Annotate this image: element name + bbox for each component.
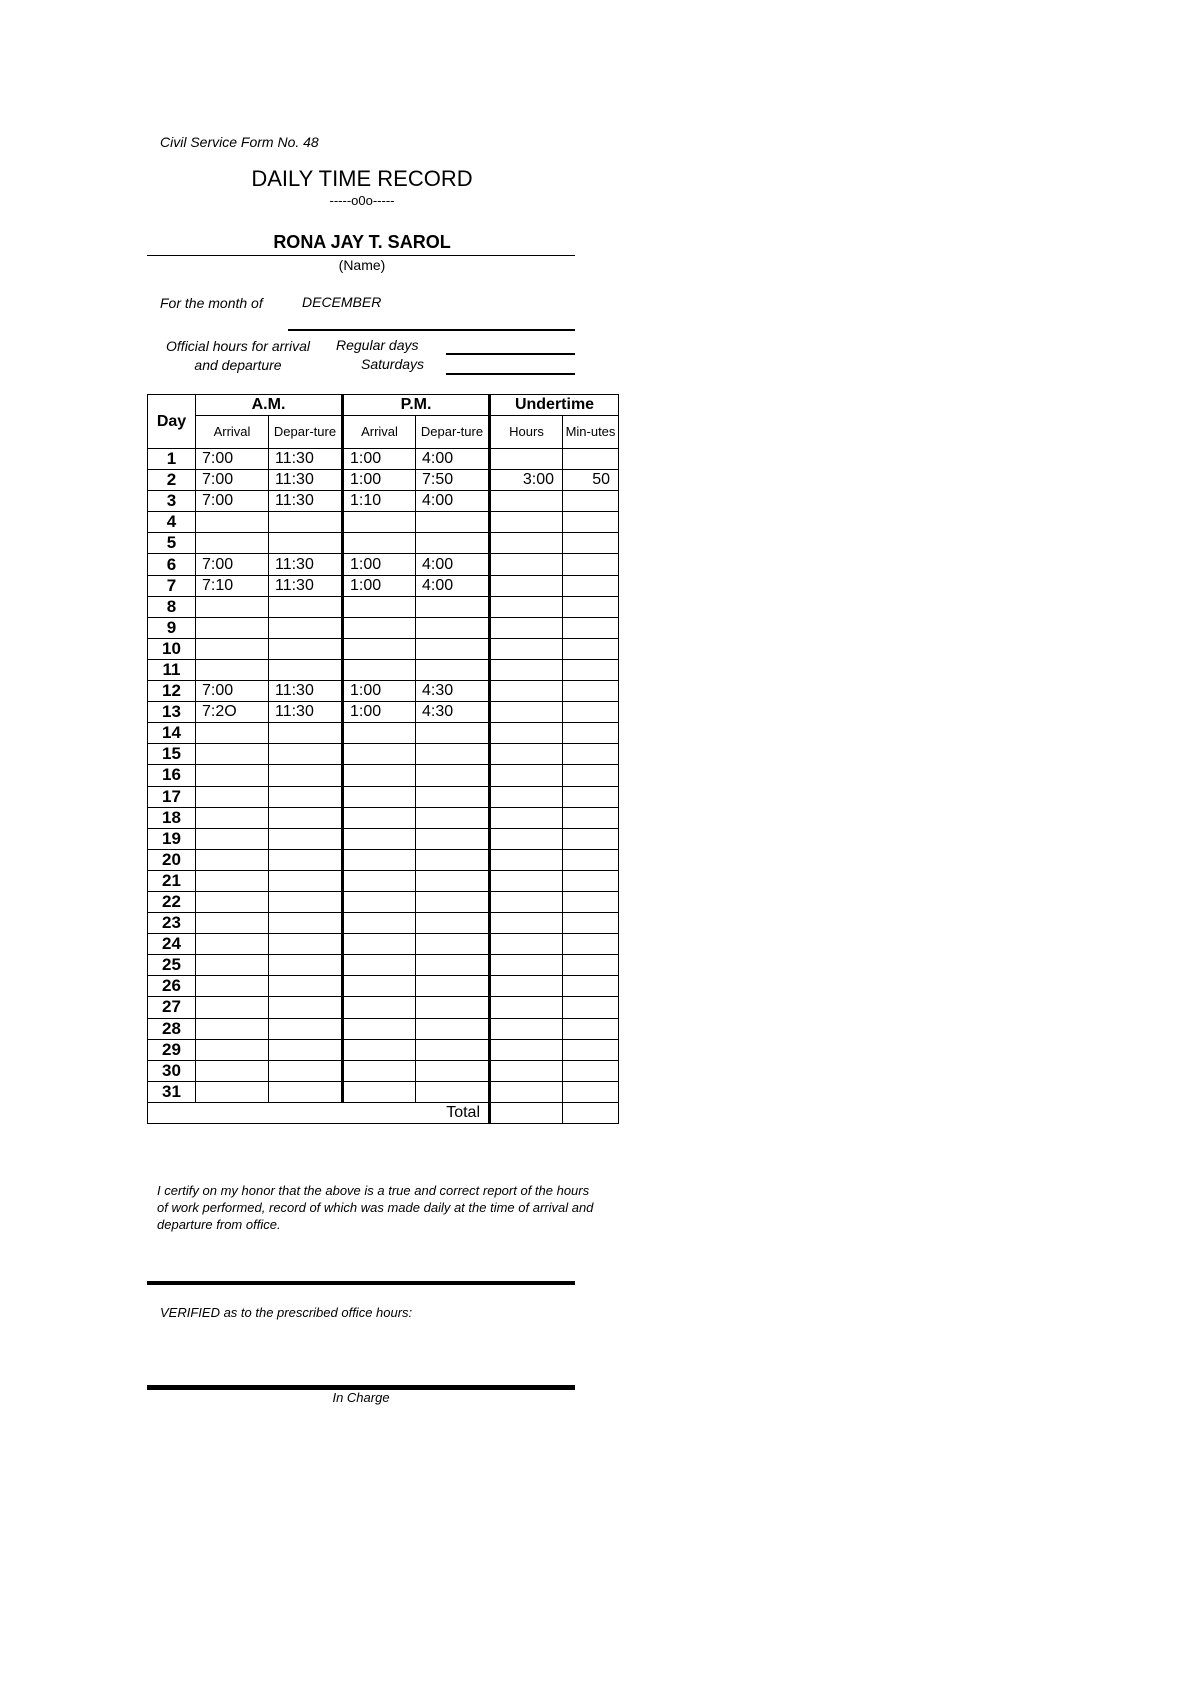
cell-pm-arrival (343, 659, 416, 680)
cell-day: 10 (148, 638, 196, 659)
cell-pm-arrival: 1:00 (343, 681, 416, 702)
cell-ut-minutes (563, 828, 619, 849)
table-row (148, 955, 619, 976)
cell-am-arrival: 7:00 (196, 681, 269, 702)
cell-ut-minutes (563, 575, 619, 596)
cell-am-departure (269, 913, 343, 934)
cell-pm-departure: 4:00 (416, 491, 490, 512)
cell-am-departure (269, 997, 343, 1018)
cell-ut-minutes (563, 596, 619, 617)
cell-day: 21 (148, 870, 196, 891)
cell-am-departure (269, 638, 343, 659)
cell-ut-minutes (563, 1039, 619, 1060)
cell-am-departure (269, 1018, 343, 1039)
cell-pm-departure (416, 849, 490, 870)
month-value: DECEMBER (302, 294, 382, 310)
cell-day: 12 (148, 681, 196, 702)
cell-am-arrival (196, 997, 269, 1018)
cell-ut-hours (490, 1018, 563, 1039)
month-label: For the month of (160, 295, 263, 311)
cell-day: 15 (148, 744, 196, 765)
am-departure-header: Depar-ture (269, 416, 343, 449)
cell-am-arrival: 7:00 (196, 491, 269, 512)
cell-am-arrival (196, 786, 269, 807)
cell-am-arrival (196, 723, 269, 744)
cell-pm-arrival (343, 1060, 416, 1081)
cell-ut-hours (490, 617, 563, 638)
employee-signature-line (147, 1281, 575, 1285)
cell-pm-arrival: 1:00 (343, 470, 416, 491)
cell-pm-departure (416, 1060, 490, 1081)
in-charge-label: In Charge (332, 1390, 390, 1405)
cell-ut-hours (490, 596, 563, 617)
cell-pm-arrival (343, 596, 416, 617)
cell-ut-minutes (563, 891, 619, 912)
cell-am-departure (269, 870, 343, 891)
total-label: Total (148, 1102, 490, 1123)
cell-am-departure: 11:30 (269, 491, 343, 512)
cell-ut-minutes: 50 (563, 470, 619, 491)
cell-am-arrival (196, 1039, 269, 1060)
cell-pm-arrival (343, 512, 416, 533)
table-row (148, 744, 619, 765)
cell-am-departure (269, 1060, 343, 1081)
cell-day: 9 (148, 617, 196, 638)
cell-pm-arrival (343, 934, 416, 955)
cell-pm-departure (416, 617, 490, 638)
cell-am-arrival (196, 638, 269, 659)
month-underline (288, 329, 575, 331)
cell-day: 27 (148, 997, 196, 1018)
cell-ut-hours (490, 659, 563, 680)
table-row (148, 849, 619, 870)
pm-header: P.M. (343, 395, 490, 416)
cell-pm-departure (416, 786, 490, 807)
cell-day: 20 (148, 849, 196, 870)
cell-ut-hours (490, 807, 563, 828)
cell-ut-hours (490, 575, 563, 596)
cell-ut-minutes (563, 786, 619, 807)
cell-am-departure (269, 891, 343, 912)
regular-days-label: Regular days (336, 337, 419, 353)
cell-ut-hours (490, 849, 563, 870)
cell-ut-minutes (563, 491, 619, 512)
cell-pm-arrival: 1:00 (343, 554, 416, 575)
cell-am-arrival (196, 765, 269, 786)
cell-day: 24 (148, 934, 196, 955)
cell-ut-hours (490, 491, 563, 512)
cell-ut-hours (490, 934, 563, 955)
cell-am-arrival (196, 934, 269, 955)
table-row (148, 870, 619, 891)
employee-name: RONA JAY T. SAROL (273, 232, 451, 252)
cell-pm-arrival (343, 849, 416, 870)
regular-days-field (446, 353, 575, 355)
cell-ut-hours (490, 1081, 563, 1102)
cell-am-arrival: 7:10 (196, 575, 269, 596)
table-row (148, 1081, 619, 1102)
cell-day: 4 (148, 512, 196, 533)
cell-ut-hours (490, 554, 563, 575)
undertime-header: Undertime (490, 395, 619, 416)
cell-ut-hours (490, 702, 563, 723)
table-row (148, 807, 619, 828)
cell-pm-arrival (343, 1018, 416, 1039)
cell-pm-departure (416, 765, 490, 786)
cell-day: 13 (148, 702, 196, 723)
cell-pm-departure (416, 976, 490, 997)
cell-am-departure (269, 765, 343, 786)
cell-ut-hours (490, 533, 563, 554)
cell-am-departure (269, 976, 343, 997)
cell-day: 23 (148, 913, 196, 934)
cell-ut-minutes (563, 449, 619, 470)
cell-pm-departure (416, 934, 490, 955)
cell-pm-arrival (343, 1039, 416, 1060)
cell-day: 26 (148, 976, 196, 997)
cell-pm-arrival: 1:00 (343, 449, 416, 470)
cell-ut-minutes (563, 870, 619, 891)
saturdays-field (446, 373, 575, 375)
cell-day: 7 (148, 575, 196, 596)
cell-day: 2 (148, 470, 196, 491)
cell-ut-hours (490, 786, 563, 807)
am-arrival-header: Arrival (196, 416, 269, 449)
cell-ut-minutes (563, 807, 619, 828)
cell-ut-hours: 3:00 (490, 470, 563, 491)
cell-pm-arrival: 1:00 (343, 702, 416, 723)
cell-am-arrival (196, 955, 269, 976)
cell-ut-minutes (563, 638, 619, 659)
cell-pm-arrival (343, 807, 416, 828)
cell-pm-departure (416, 638, 490, 659)
cell-ut-minutes (563, 976, 619, 997)
cell-am-departure: 11:30 (269, 575, 343, 596)
cell-am-arrival (196, 976, 269, 997)
cell-ut-minutes (563, 681, 619, 702)
cell-ut-hours (490, 723, 563, 744)
cell-ut-hours (490, 913, 563, 934)
am-header: A.M. (196, 395, 343, 416)
cell-am-arrival (196, 849, 269, 870)
cell-am-departure (269, 1081, 343, 1102)
cell-pm-departure: 4:30 (416, 681, 490, 702)
cell-am-departure (269, 596, 343, 617)
cell-pm-departure (416, 659, 490, 680)
cell-day: 5 (148, 533, 196, 554)
cell-pm-arrival (343, 913, 416, 934)
cell-pm-departure (416, 997, 490, 1018)
cell-ut-minutes (563, 849, 619, 870)
name-caption: (Name) (338, 257, 386, 273)
cell-pm-departure (416, 596, 490, 617)
cell-day: 18 (148, 807, 196, 828)
table-row (148, 976, 619, 997)
cell-pm-departure: 4:00 (416, 554, 490, 575)
table-row (148, 702, 619, 723)
table-row (148, 638, 619, 659)
table-row (148, 512, 619, 533)
cell-day: 6 (148, 554, 196, 575)
table-row (148, 997, 619, 1018)
cell-pm-arrival (343, 891, 416, 912)
table-row (148, 765, 619, 786)
cell-am-departure (269, 512, 343, 533)
cell-ut-hours (490, 976, 563, 997)
cell-am-departure (269, 533, 343, 554)
table-row (148, 596, 619, 617)
verified-label: VERIFIED as to the prescribed office hours: (160, 1305, 413, 1320)
cell-day: 22 (148, 891, 196, 912)
table-row (148, 723, 619, 744)
total-minutes (563, 1102, 619, 1123)
cell-ut-hours (490, 870, 563, 891)
cell-day: 11 (148, 659, 196, 680)
cell-pm-departure: 7:50 (416, 470, 490, 491)
cell-ut-hours (490, 449, 563, 470)
cell-am-departure (269, 786, 343, 807)
cell-ut-hours (490, 997, 563, 1018)
cell-pm-departure: 4:00 (416, 575, 490, 596)
cell-am-departure (269, 849, 343, 870)
cell-am-arrival (196, 1018, 269, 1039)
cell-am-departure (269, 828, 343, 849)
saturdays-label: Saturdays (361, 356, 425, 372)
cell-pm-arrival: 1:10 (343, 491, 416, 512)
cell-am-departure (269, 1039, 343, 1060)
cell-day: 19 (148, 828, 196, 849)
time-record-table (147, 394, 619, 1124)
cell-ut-minutes (563, 1060, 619, 1081)
cell-am-departure (269, 744, 343, 765)
cell-ut-hours (490, 828, 563, 849)
cell-pm-departure (416, 955, 490, 976)
cell-ut-minutes (563, 723, 619, 744)
table-row (148, 449, 619, 470)
cell-am-arrival (196, 617, 269, 638)
cell-am-arrival (196, 870, 269, 891)
undertime-minutes-header: Min-utes (563, 416, 619, 449)
table-row (148, 786, 619, 807)
table-row (148, 934, 619, 955)
cell-day: 30 (148, 1060, 196, 1081)
cell-pm-departure: 4:30 (416, 702, 490, 723)
table-row (148, 554, 619, 575)
cell-am-departure: 11:30 (269, 681, 343, 702)
cell-pm-departure (416, 533, 490, 554)
cell-ut-minutes (563, 997, 619, 1018)
cell-day: 29 (148, 1039, 196, 1060)
undertime-hours-header: Hours (490, 416, 563, 449)
cell-ut-minutes (563, 744, 619, 765)
cell-day: 3 (148, 491, 196, 512)
cell-day: 1 (148, 449, 196, 470)
cell-ut-minutes (563, 512, 619, 533)
table-row (148, 659, 619, 680)
page-title: DAILY TIME RECORD (251, 166, 473, 191)
cell-day: 31 (148, 1081, 196, 1102)
cell-pm-departure (416, 913, 490, 934)
table-row (148, 575, 619, 596)
cell-pm-departure (416, 828, 490, 849)
cell-ut-minutes (563, 533, 619, 554)
cell-pm-departure (416, 1018, 490, 1039)
cell-ut-minutes (563, 659, 619, 680)
table-row (148, 891, 619, 912)
cell-day: 25 (148, 955, 196, 976)
cell-pm-arrival (343, 533, 416, 554)
cell-pm-arrival (343, 828, 416, 849)
cell-ut-minutes (563, 617, 619, 638)
cell-am-arrival (196, 659, 269, 680)
cell-am-departure (269, 934, 343, 955)
cell-am-arrival (196, 1081, 269, 1102)
cell-day: 8 (148, 596, 196, 617)
cell-ut-hours (490, 955, 563, 976)
cell-pm-arrival (343, 765, 416, 786)
cell-ut-hours (490, 681, 563, 702)
cell-am-arrival (196, 596, 269, 617)
cell-ut-minutes (563, 554, 619, 575)
cell-pm-arrival (343, 617, 416, 638)
cell-am-arrival: 7:00 (196, 554, 269, 575)
cell-ut-minutes (563, 765, 619, 786)
cell-pm-arrival (343, 723, 416, 744)
cell-pm-arrival (343, 976, 416, 997)
cell-ut-hours (490, 638, 563, 659)
table-row (148, 617, 619, 638)
cell-ut-hours (490, 1039, 563, 1060)
table-row (148, 681, 619, 702)
cell-am-arrival: 7:00 (196, 470, 269, 491)
cell-am-arrival: 7:00 (196, 449, 269, 470)
cell-ut-hours (490, 891, 563, 912)
cell-pm-arrival (343, 997, 416, 1018)
cell-ut-minutes (563, 955, 619, 976)
pm-departure-header: Depar-ture (416, 416, 490, 449)
table-row (148, 470, 619, 491)
cell-pm-departure (416, 1039, 490, 1060)
cell-pm-departure (416, 891, 490, 912)
cell-pm-departure (416, 1081, 490, 1102)
table-row (148, 1039, 619, 1060)
cell-pm-arrival (343, 638, 416, 659)
cell-am-departure (269, 955, 343, 976)
cell-am-arrival (196, 744, 269, 765)
cell-am-departure (269, 617, 343, 638)
cell-day: 17 (148, 786, 196, 807)
cell-am-departure: 11:30 (269, 554, 343, 575)
table-row (148, 1018, 619, 1039)
table-row (148, 913, 619, 934)
cell-pm-departure (416, 807, 490, 828)
form-number: Civil Service Form No. 48 (160, 134, 319, 150)
cell-am-arrival (196, 1060, 269, 1081)
cell-day: 28 (148, 1018, 196, 1039)
cell-am-arrival (196, 913, 269, 934)
cell-day: 16 (148, 765, 196, 786)
cell-am-arrival: 7:2O (196, 702, 269, 723)
cell-am-arrival (196, 533, 269, 554)
cell-pm-departure (416, 744, 490, 765)
cell-ut-hours (490, 1060, 563, 1081)
cell-am-departure: 11:30 (269, 449, 343, 470)
table-row (148, 491, 619, 512)
cell-ut-hours (490, 512, 563, 533)
cell-ut-hours (490, 744, 563, 765)
cell-pm-arrival: 1:00 (343, 575, 416, 596)
cell-ut-minutes (563, 702, 619, 723)
cell-am-arrival (196, 512, 269, 533)
official-hours-label: Official hours for arrival and departure (166, 338, 310, 373)
cell-pm-arrival (343, 786, 416, 807)
cell-am-departure (269, 807, 343, 828)
cell-am-arrival (196, 891, 269, 912)
cell-am-departure (269, 723, 343, 744)
cell-pm-departure (416, 723, 490, 744)
cell-pm-arrival (343, 744, 416, 765)
cell-pm-departure (416, 870, 490, 891)
cell-pm-departure: 4:00 (416, 449, 490, 470)
name-underline (147, 255, 575, 256)
cell-pm-arrival (343, 955, 416, 976)
cell-am-departure: 11:30 (269, 470, 343, 491)
cell-ut-minutes (563, 934, 619, 955)
cell-pm-arrival (343, 1081, 416, 1102)
cell-ut-hours (490, 765, 563, 786)
cell-am-arrival (196, 807, 269, 828)
table-row (148, 828, 619, 849)
table-row (148, 1060, 619, 1081)
title-separator: -----o0o----- (329, 193, 395, 208)
cell-day: 14 (148, 723, 196, 744)
certification-text: I certify on my honor that the above is a true and correct report of the hours of work performed, record of which was made daily at the time of arrival and departure from office. (157, 1183, 594, 1232)
total-hours (490, 1102, 563, 1123)
cell-am-departure: 11:30 (269, 702, 343, 723)
cell-ut-minutes (563, 913, 619, 934)
cell-pm-departure (416, 512, 490, 533)
cell-ut-minutes (563, 1081, 619, 1102)
cell-ut-minutes (563, 1018, 619, 1039)
cell-pm-arrival (343, 870, 416, 891)
table-row (148, 533, 619, 554)
cell-am-departure (269, 659, 343, 680)
cell-am-arrival (196, 828, 269, 849)
pm-arrival-header: Arrival (343, 416, 416, 449)
day-header: Day (148, 395, 196, 449)
